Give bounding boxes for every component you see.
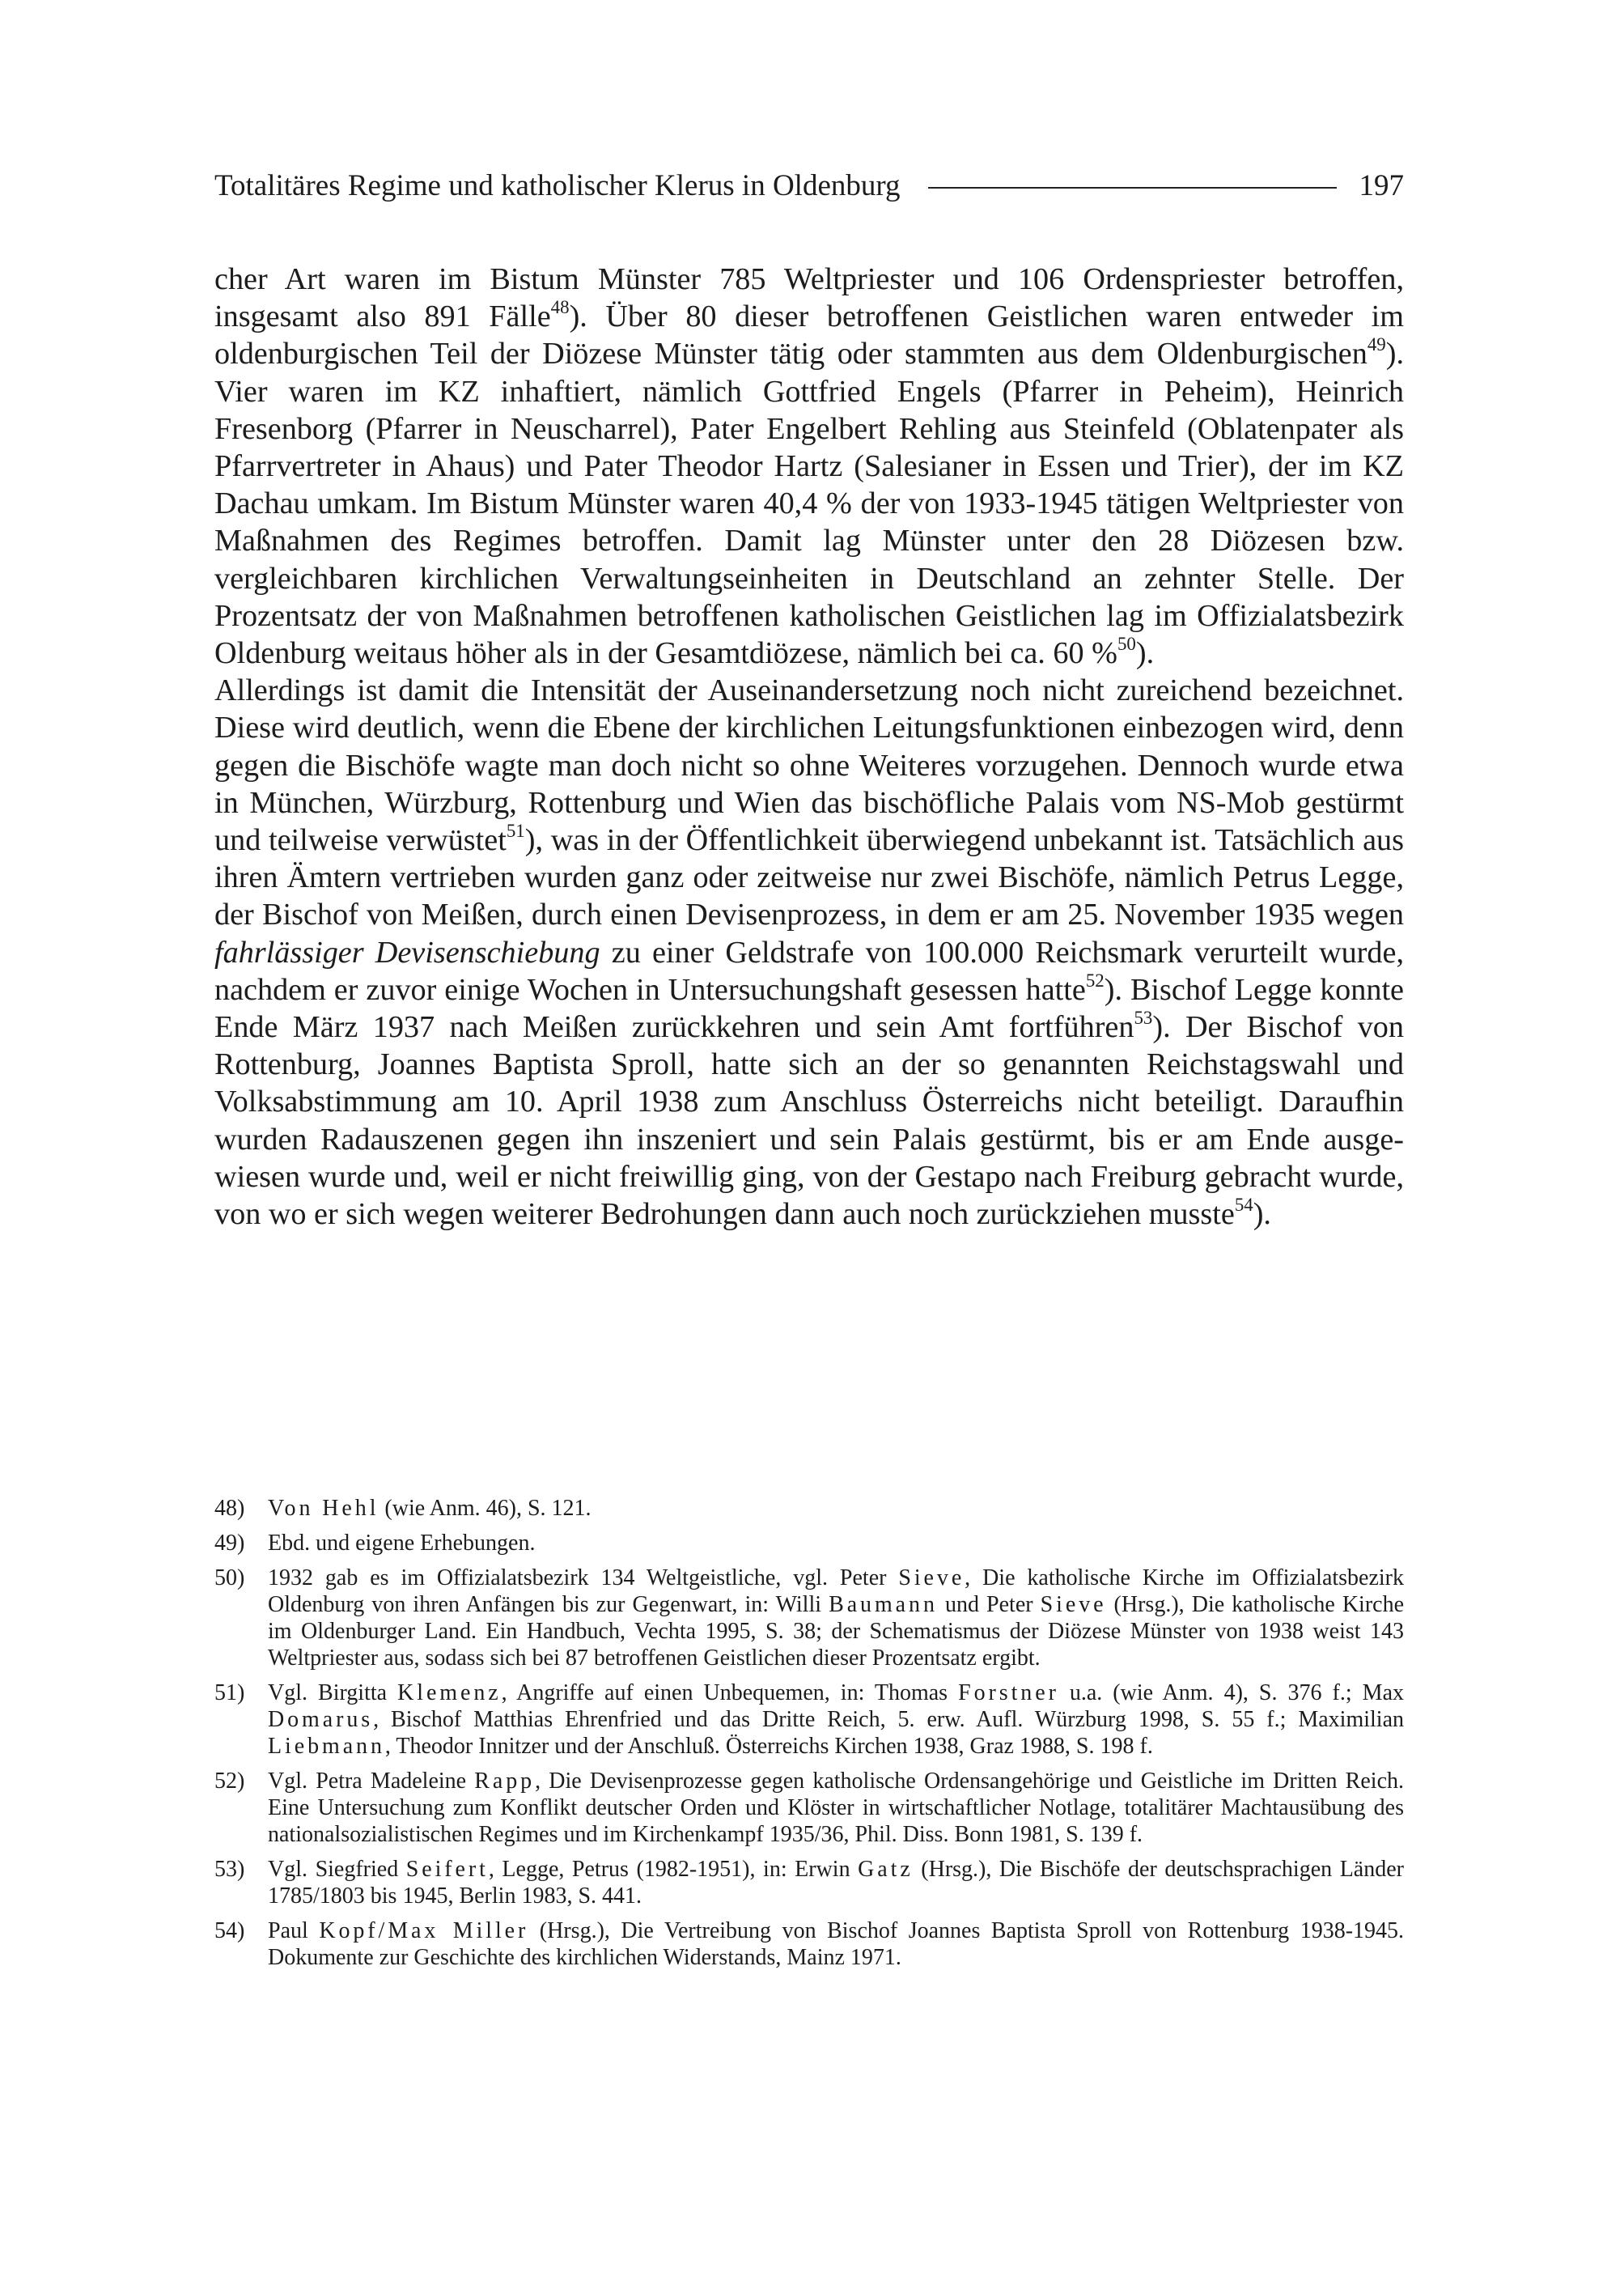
author-name: Gatz — [858, 1857, 914, 1882]
footnote-53 — [214, 1856, 1404, 1909]
text-run: Allerdings ist damit die Intensität der Auseinandersetzung noch nicht zureichend bezeichnet. Diese wird deutlich, wenn die Ebene der kirchlichen Leitungsfunktionen einbezogen wird, denn gegen die Bischöfe wagte man doch nicht so ohne Weiteres vorzugehen. Dennoch wurde etwa in München, Würzburg, Rottenburg und Wien das bischöfliche Palais vom NS-Mob gestürmt und teilweise verwüstet — [214, 673, 1404, 858]
author-name: Seifert — [405, 1857, 489, 1882]
footnote-50 — [214, 1565, 1404, 1671]
author-name: Forstner — [958, 1680, 1059, 1705]
text-run: ). — [1253, 1197, 1271, 1232]
footnote-ref-52[interactable]: 52 — [1085, 970, 1105, 991]
author-name: Von Hehl — [268, 1496, 379, 1521]
text-run: , Die Devisenprozesse gegen katholische Ordensangehörige und Geistliche im Dritten Reich. Eine Untersuchung zum Konflikt deutscher Orden und Klöster in wirtschaftlicher Notlage, totalitärer Machtausübung des nationalsozialistischen Regimes und im Kirchenkampf 1935/36, Phil. Diss. Bonn 1981, S. 139 f. — [268, 1769, 1404, 1847]
text-run: ), was in der Öffentlichkeit überwiegend unbekannt ist. Tatsächlich aus ihren Ämtern vertrieben wurden ganz oder zeitweise nur zwei Bischöfe, nämlich Petrus Legge, der Bischof von Meißen, durch einen Devisenprozess, in dem er am 25. November 1935 wegen — [214, 823, 1404, 932]
author-name: Klemenz — [397, 1680, 502, 1705]
text-run: (wie Anm. 46), S. 121. — [379, 1496, 592, 1521]
text-run: u.a. (wie Anm. 4), S. 376 f.; Max — [1058, 1680, 1405, 1705]
footnote-text — [268, 1856, 1404, 1909]
footnote-54 — [214, 1917, 1404, 1971]
text-run: Ebd. und eigene Erhebungen. — [268, 1531, 536, 1556]
text-run: zu einer Geldstrafe von 100.000 Reichsmark verurteilt wurde, nachdem er zuvor einige Wochen in Untersuchungshaft gesessen hatte — [214, 935, 1404, 1007]
main-text — [214, 261, 1404, 1233]
footnote-ref-53[interactable]: 53 — [1134, 1008, 1153, 1029]
footnote-ref-49[interactable]: 49 — [1367, 334, 1386, 355]
footnote-ref-50[interactable]: 50 — [1117, 634, 1136, 654]
text-run: 1932 gab es im Offizialatsbezirk 134 Weltgeistliche, vgl. Peter — [268, 1565, 899, 1590]
text-run: , Angriffe auf einen Unbequemen, in: Thomas — [501, 1680, 959, 1705]
author-name: Liebmann — [268, 1734, 385, 1759]
text-run: Vgl. Birgitta — [268, 1680, 398, 1705]
text-run: Vgl. Siegfried — [268, 1857, 406, 1882]
text-run: , Bischof Matthias Ehrenfried und das Dritte Reich, 5. erw. Aufl. Würzburg 1998, S. 55 f.; Maximilian — [373, 1707, 1404, 1732]
author-name: Kopf/Max Miller — [319, 1918, 529, 1943]
author-name: Baumann — [829, 1592, 938, 1617]
footnote-number: 49) — [214, 1531, 245, 1556]
text-run: (Hrsg.), Die katholische Kirche im Oldenburger Land. Ein Handbuch, Vechta 1995, S. 38; der Schematismus der Diözese Münster von 1938 weist 143 Weltpriester aus, sodass sich bei 87 betroffenen Geistlichen dieser Prozentsatz ergibt. — [268, 1592, 1405, 1671]
footnotes — [214, 1495, 1404, 1979]
text-run: (Hrsg.), Die Vertreibung von Bischof Joannes Baptista Sproll von Rottenburg 1938-1945. Dokumente zur Geschichte des kirchlichen Widerstands, Mainz 1971. — [268, 1918, 1405, 1970]
footnote-48 — [214, 1495, 1404, 1522]
text-run: ). Der Bischof von Rottenburg, Joannes Baptista Sproll, hatte sich an der so genannten Reichstagswahl und Volksabstimmung am 10. April 1938 zum Anschluss Österreichs nicht beteiligt. Daraufhin wurden Radauszenen gegen ihn inszeniert und sein Palais gestürmt, bis er am Ende ausgewiesen wurde und, weil er nicht freiwillig ging, von der Gestapo nach Freiburg gebracht wurde, von wo er sich wegen weiterer Bedrohungen dann auch noch zurückziehen musste — [214, 1010, 1404, 1232]
footnote-ref-54[interactable]: 54 — [1234, 1195, 1253, 1216]
text-run: ). Vier waren im KZ inhaftiert, nämlich Gottfried Engels (Pfarrer in Peheim), Heinrich Fresenborg (Pfarrer in Neuscharrel), Pater Engelbert Rehling aus Steinfeld (Oblatenpater als Pfarrvertreter in Ahaus) und Pater Theodor Hartz (Salesianer in Essen und Trier), der im KZ Dachau umkam. Im Bistum Münster waren 40,4 % der von 1933-1945 tätigen Weltpriester von Maßnahmen des Regimes betroffen. Damit lag Münster unter den 28 Diözesen bzw. vergleichbaren kirchlichen Verwaltungseinheiten in Deutschland an zehnter Stelle. Der Prozentsatz der von Maßnahmen betroffenen katholischen Geistlichen lag im Offizialatsbezirk Oldenburg weitaus höher als in der Gesamtdiözese, nämlich bei ca. 60 % — [214, 337, 1404, 671]
text-run: Vgl. Petra Madeleine — [268, 1769, 475, 1794]
author-name: Sieve — [898, 1565, 965, 1590]
footnote-text — [268, 1679, 1404, 1760]
text-run: ). Über 80 dieser betroffenen Geistlichen waren entweder im oldenburgischen Teil der Diözese Münster tätig oder stammten aus dem Oldenburgischen — [214, 299, 1404, 372]
text-run: cher Art waren im Bistum Münster 785 Weltpriester und 106 Ordenspriester betroffen, insgesamt also 891 Fälle — [214, 262, 1404, 334]
running-header — [214, 164, 1404, 206]
footnote-number: 54) — [214, 1918, 245, 1943]
footnote-text — [268, 1768, 1404, 1848]
text-run: (Hrsg.), Die Bischöfe der deutschsprachigen Länder 1785/1803 bis 1945, Berlin 1983, S. 441. — [268, 1857, 1404, 1909]
footnote-text — [268, 1565, 1404, 1671]
footnote-number: 53) — [214, 1857, 245, 1882]
text-run: , Die katholische Kirche im Offizialatsbezirk Oldenburg von ihren Anfängen bis zur Gegenwart, in: Willi — [268, 1565, 1405, 1617]
text-run: ). Bischof Legge konnte Ende März 1937 nach Meißen zurückkehren und sein Amt fortführen — [214, 972, 1405, 1045]
paragraph-2 — [214, 672, 1404, 1233]
text-run: , Theodor Innitzer und der Anschluß. Österreichs Kirchen 1938, Graz 1988, S. 198 f. — [384, 1734, 1153, 1759]
italic-phrase: fahrlässiger Devisenschiebung — [214, 935, 600, 970]
footnote-51 — [214, 1679, 1404, 1760]
footnote-number: 52) — [214, 1769, 245, 1794]
footnote-52 — [214, 1768, 1404, 1848]
author-name: Sieve — [1040, 1592, 1107, 1617]
footnote-ref-51[interactable]: 51 — [506, 821, 525, 842]
footnote-text — [268, 1917, 1404, 1971]
running-title: Totalitäres Regime und katholischer Klerus in Oldenburg — [214, 168, 901, 202]
text-run: und Peter — [937, 1592, 1041, 1617]
text-run: , Legge, Petrus (1982-1951), in: Erwin — [488, 1857, 859, 1882]
author-name: Rapp — [474, 1769, 536, 1794]
footnote-49 — [214, 1530, 1404, 1556]
footnote-text — [268, 1495, 1404, 1522]
page-number: 197 — [1359, 168, 1404, 202]
text-run: ). — [1135, 636, 1155, 671]
header-rule — [928, 187, 1337, 189]
paragraph-1 — [214, 261, 1404, 672]
footnote-ref-48[interactable]: 48 — [550, 297, 570, 318]
footnote-number: 51) — [214, 1680, 245, 1705]
footnote-number: 48) — [214, 1496, 245, 1521]
text-run: Paul — [268, 1918, 320, 1943]
footnote-number: 50) — [214, 1565, 245, 1590]
footnote-text — [268, 1530, 1404, 1556]
author-name: Domarus — [268, 1707, 374, 1732]
